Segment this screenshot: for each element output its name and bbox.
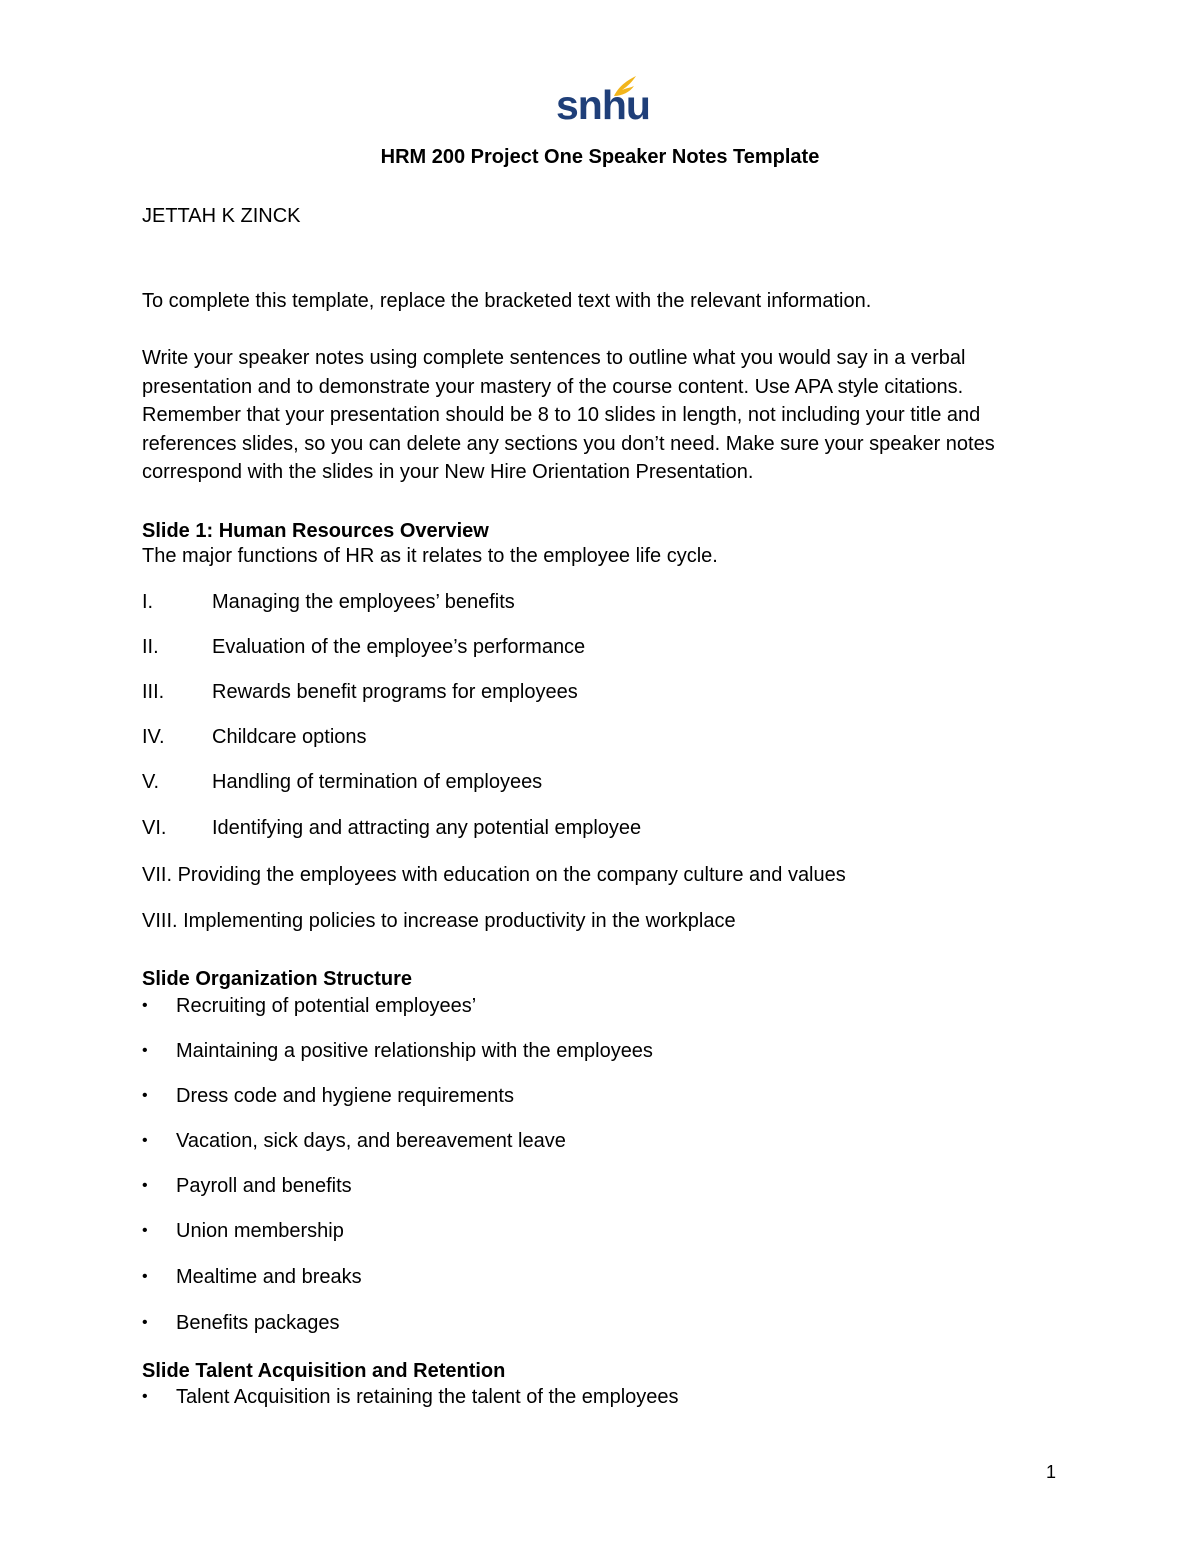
bullet-item <box>142 1310 339 1336</box>
slide3-heading: Slide Talent Acquisition and Retention <box>142 1360 506 1382</box>
bullet-icon: • <box>142 1314 148 1331</box>
list-text: Evaluation of the employee’s performance <box>212 636 586 658</box>
slide1-intro: The major functions of HR as it relates to the employee life cycle. <box>142 545 718 567</box>
bullet-icon: • <box>142 1268 148 1285</box>
bullet-item <box>142 1173 352 1199</box>
list-number: III. <box>142 681 165 703</box>
list-number: V. <box>142 771 160 793</box>
bullet-text: Benefits packages <box>176 1312 340 1334</box>
bullet-item <box>142 1128 566 1154</box>
list-item <box>142 634 585 660</box>
bullet-text: Talent Acquisition is retaining the talent of the employees <box>176 1386 679 1408</box>
list-item <box>142 589 515 615</box>
bullet-icon: • <box>142 1388 148 1405</box>
bullet-text: Maintaining a positive relationship with the employees <box>176 1040 653 1062</box>
list-text: Handling of termination of employees <box>212 771 543 793</box>
list-text: Identifying and attracting any potential employee <box>212 817 642 839</box>
bullet-icon: • <box>142 1042 148 1059</box>
slide2-heading: Slide Organization Structure <box>142 968 413 990</box>
logo-text: snhu <box>556 82 650 128</box>
bullet-text: Vacation, sick days, and bereavement leave <box>176 1130 566 1152</box>
list-item-8: VIII. Implementing policies to increase productivity in the workplace <box>142 910 736 932</box>
list-number: VI. <box>142 817 167 839</box>
bullet-item <box>142 1083 514 1109</box>
bullet-item <box>142 1218 344 1244</box>
bullet-icon: • <box>142 1177 148 1194</box>
author-name: JETTAH K ZINCK <box>142 205 301 227</box>
list-number: II. <box>142 636 159 658</box>
bullet-icon: • <box>142 1222 148 1239</box>
list-item <box>142 769 542 795</box>
list-item <box>142 815 641 841</box>
bullet-icon: • <box>142 1087 148 1104</box>
list-number: I. <box>142 591 154 613</box>
list-item <box>142 724 367 750</box>
snhu-logo <box>556 74 650 132</box>
bullet-icon: • <box>142 997 148 1014</box>
instruction-text: To complete this template, replace the bracketed text with the relevant information. <box>142 290 872 312</box>
list-item-7: VII. Providing the employees with education on the company culture and values <box>142 864 846 886</box>
list-item <box>142 679 578 705</box>
guidance-paragraph: Write your speaker notes using complete sentences to outline what you would say in a verbal presentation and to demonstrate your mastery of the course content. Use APA style citations. Remember that your presentation should be 8 to 10 slides in length, not including your title and references slides, so you can delete any sections you don’t need. Make sure your speaker notes correspond with the slides in your New Hire Orientation Presentation. <box>142 347 995 483</box>
bullet-item <box>142 1038 653 1064</box>
bullet-icon: • <box>142 1132 148 1149</box>
page-number: 1 <box>1046 1462 1057 1482</box>
bullet-item <box>142 1264 362 1290</box>
bullet-item <box>142 993 476 1019</box>
list-text: Childcare options <box>212 726 367 748</box>
list-number: IV. <box>142 726 165 748</box>
list-text: Rewards benefit programs for employees <box>212 681 578 703</box>
bullet-item <box>142 1384 679 1410</box>
list-text: Managing the employees’ benefits <box>212 591 515 613</box>
bullet-text: Union membership <box>176 1220 344 1242</box>
bullet-text: Payroll and benefits <box>176 1175 352 1197</box>
bullet-text: Mealtime and breaks <box>176 1266 362 1288</box>
bullet-text: Dress code and hygiene requirements <box>176 1085 514 1107</box>
bullet-text: Recruiting of potential employees’ <box>176 995 477 1017</box>
slide1-heading: Slide 1: Human Resources Overview <box>142 520 489 542</box>
document-title: HRM 200 Project One Speaker Notes Template <box>380 146 820 168</box>
